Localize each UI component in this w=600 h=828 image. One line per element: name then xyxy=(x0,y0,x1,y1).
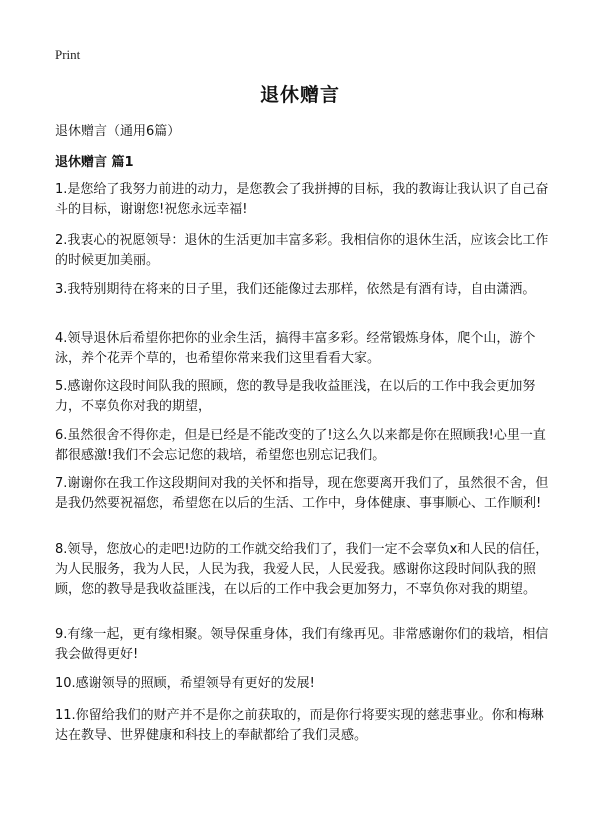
list-item: 1.是您给了我努力前进的动力，是您教会了我拼搏的目标，我的教诲让我认识了自己奋斗的目标，谢谢您!祝您永远幸福! xyxy=(55,182,549,217)
list-item: 3.我特别期待在将来的日子里，我们还能像过去那样，依然是有酒有诗，自由潇洒。 xyxy=(55,282,536,297)
page-title: 退休赠言 xyxy=(259,84,340,106)
list-item: 2.我衷心的祝愿领导：退休的生活更加丰富多彩。我相信你的退休生活，应该会比工作的时候更加美丽。 xyxy=(55,233,549,268)
list-item: 8.领导，您放心的走吧!边防的工作就交给我们了，我们一定不会辜负x和人民的信任，为人民服务，我为人民，人民为我，我爱人民，人民爱我。感谢你这段时间队我的照顾，您的教导是我收益匪浅，在以后的工作中我会更加努力，不辜负你对我的期望。 xyxy=(55,542,549,597)
list-item: 5.感谢你这段时间队我的照顾，您的教导是我收益匪浅，在以后的工作中我会更加努力，不辜负你对我的期望， xyxy=(55,379,536,414)
list-item: 11.你留给我们的财产并不是你之前获取的，而是你行将要实现的慈悲事业。你和梅琳达在教导、世界健康和科技上的奉献都给了我们灵感。 xyxy=(55,708,544,743)
section-heading: 退休赠言 篇1 xyxy=(55,155,134,170)
list-item: 4.领导退休后希望你把你的业余生活，搞得丰富多彩。经常锻炼身体，爬个山，游个泳，养个花弄个草的，也希望你常来我们这里看看大家。 xyxy=(55,331,536,366)
document-subtitle: 退休赠言（通用6篇） xyxy=(55,124,181,139)
list-item: 7.谢谢你在我工作这段期间对我的关怀和指导，现在您要离开我们了，虽然很不舍，但是我仍然要祝福您，希望您在以后的生活、工作中，身体健康、事事顺心、工作顺利! xyxy=(55,476,549,511)
print-label: Print xyxy=(55,47,81,62)
list-item: 6.虽然很舍不得你走，但是已经是不能改变的了!这么久以来都是你在照顾我!心里一直都很感激!我们不会忘记您的栽培，希望您也别忘记我们。 xyxy=(55,428,546,463)
list-item: 9.有缘一起，更有缘相聚。领导保重身体，我们有缘再见。非常感谢你们的栽培，相信我会做得更好! xyxy=(55,627,549,662)
list-item: 10.感谢领导的照顾，希望领导有更好的发展! xyxy=(55,676,315,691)
